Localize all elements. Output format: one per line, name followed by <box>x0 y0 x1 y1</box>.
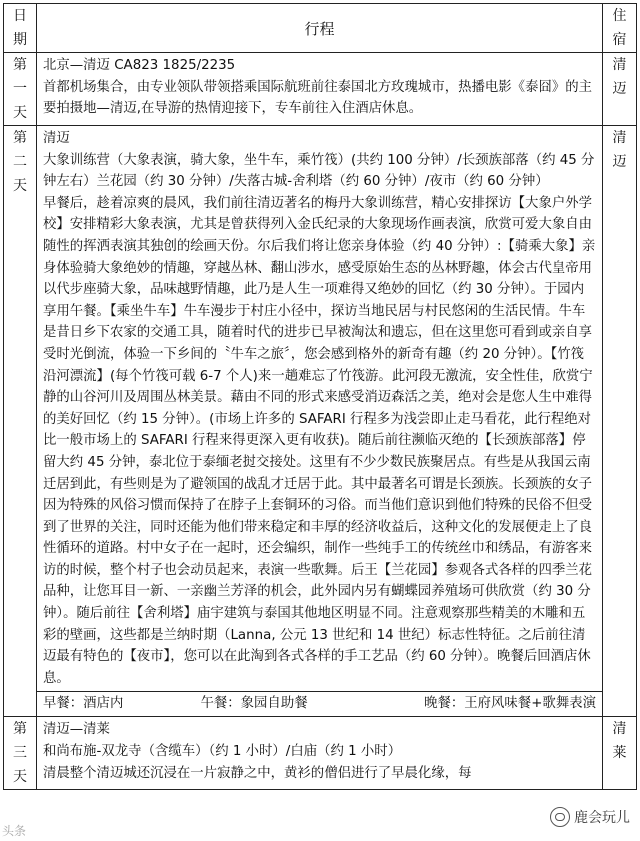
day-label-char: 第 <box>13 57 27 73</box>
header-day-char: 期 <box>13 32 27 48</box>
lunch-text: 午餐：象园自助餐 <box>200 696 308 712</box>
day2-label-cell <box>4 126 37 717</box>
watermark <box>548 807 632 827</box>
day-label-char: 天 <box>13 105 27 121</box>
day3-title: 清迈—清莱 <box>43 722 110 738</box>
itinerary-table <box>3 3 637 790</box>
day-label-char: 三 <box>13 745 27 762</box>
day1-lodging-cell <box>603 53 637 126</box>
day2-lodging-cell <box>603 126 637 717</box>
day-label-char: 一 <box>13 81 27 97</box>
header-day-cell <box>4 4 37 53</box>
day3-label-cell <box>4 717 37 790</box>
watermark-text: 鹿会玩儿 <box>574 810 630 826</box>
day1-title: 北京—清迈 CA823 1825/2235 <box>43 58 236 73</box>
lodging-char: 清 <box>612 57 627 73</box>
header-lodging-char: 住 <box>612 8 627 24</box>
day2-row <box>4 126 637 692</box>
day-label-char: 二 <box>13 154 27 170</box>
day-label-char: 第 <box>13 130 27 146</box>
day3-body: 清晨整个清迈城还沉浸在一片寂静之中，黄衫的僧侣进行了早晨化缘，每 <box>43 765 472 781</box>
dinner-text: 晚餐：王府风味餐+歌舞表演 <box>424 696 596 712</box>
header-itinerary-cell: 行程 <box>37 4 603 53</box>
header-lodging-cell <box>603 4 637 53</box>
header-lodging-char: 宿 <box>612 32 627 48</box>
header-row <box>4 4 637 53</box>
day3-route: 和尚布施-双龙寺（含缆车）（约 1 小时）/白庙（约 1 小时） <box>43 744 402 760</box>
day-label-char: 第 <box>13 721 27 738</box>
day2-route: 大象训练营（大象表演，骑大象，坐牛车，乘竹筏）(共约 100 分钟）/长颈族部落（约 45 分钟左右）兰花园（约 30 分钟）/失落古城-舍利塔（约 60 分钟）/夜市（约 60 分钟） <box>43 152 595 190</box>
header-day-char: 日 <box>13 8 27 24</box>
lodging-char: 迈 <box>612 154 627 170</box>
day2-content-cell <box>37 126 603 692</box>
day3-row <box>4 717 637 790</box>
day2-meals-row <box>4 692 637 717</box>
lodging-char: 清 <box>612 721 627 738</box>
day-label-char: 天 <box>13 769 27 786</box>
day-label-char: 天 <box>13 178 27 194</box>
day3-lodging-cell <box>603 717 637 790</box>
day3-content-cell <box>37 717 603 790</box>
day2-body: 早餐后，趁着凉爽的晨风，我们前往清迈著名的梅丹大象训练营，精心安排探访【大象户外学校】安排精彩大象表演，尤其是曾获得列入金氏纪录的大象现场作画表演，欣赏可爱大象自由随性的挥洒表演其独创的绘画天份。尔后我们将让您亲身体验（约 40 分钟）:【骑乘大象】亲身体验骑大象绝妙的情趣，穿越丛林、翻山涉水，感受原始生态的丛林野趣，体会古代皇帝用以代步座骑大象，品味越野情趣，此乃是人生一项难得又绝妙的回忆（约 30 分钟）。于园内享用午餐。【乘坐牛车】牛车漫步于村庄小径中，探访当地民居与村民悠闲的生活民情。牛车是昔日乡下农家的交通工具，随着时代的进步已早被淘汰和遗忘，但在这里您可看到或亲自享受时光倒流，体验一下乡间的〝牛车之旅〞，您会感到格外的新奇有趣（约 20 分钟）。【竹筏沿河漂流】(每个竹筏可载 6-7 个人)来一趟难忘了竹筏游。此河段无激流，安全性佳，欣赏宁静的山谷河川及周围丛林美景。藉由不同的形式来感受消迈森活之美，绝对会是您人生中难得的美好回忆（约 15 分钟）。(市场上许多的 SAFARI 行程多为浅尝即止走马看花，此行程绝对比一般市场上的 SAFARI 行程来得更深入更有收获)。随后前往濒临灭绝的【长颈族部落】停留大约 45 分钟，泰北位于泰缅老挝交接处。这里有不少少数民族聚居点。有些是从我国云南迁居到此，有些则是为了避领国的战乱才迁居于此。其中最著名可谓是长颈族。长颈族的女子因为特殊的风俗习惯而保持了在脖子上套铜环的习俗。而当他们意识到他们特殊的民俗不但受到了世界的关注，同时还能为他们带来稳定和丰厚的经济收益后，这种文化的发展便走上了良性循环的道路。村中女子在一起时，还会编织，制作一些纯手工的传统丝巾和绣品，有游客来访的时候，整个村子也会动员起来，表演一些歌舞。后王【兰花园】参观各式各样的四季兰花品种，让您耳目一新、一亲幽兰芳泽的机会，此外园内另有蝴蝶园养殖场可供欣赏（约 30 分钟）。随后前往【舍利塔】庙宇建筑与泰国其他地区明显不同。注意观察那些精美的木雕和五彩的壁画，这些都是兰纳时期（Lanna, 公元 13 世纪和 14 世纪）标志性特征。之后前往清迈最有特色的【夜市】，您可以在此淘到各式各样的手工艺品（约 60 分钟）。晚餐后回酒店休息。 <box>43 195 596 686</box>
breakfast-text: 早餐：酒店内 <box>43 696 124 712</box>
day2-meals-cell <box>37 692 603 717</box>
corner-watermark: 头条 <box>2 824 27 838</box>
wechat-icon <box>550 807 570 827</box>
lodging-char: 清 <box>612 130 627 146</box>
lodging-char: 迈 <box>612 81 627 97</box>
day1-content-cell <box>37 53 603 126</box>
lodging-char: 莱 <box>612 745 627 762</box>
day1-body: 首都机场集合，由专业领队带领搭乘国际航班前往泰国北方玫瑰城市，热播电影《泰囧》的主要拍摄地—清迈,在导游的热情迎接下，专车前往入住酒店休息。 <box>43 79 593 117</box>
day2-title: 清迈 <box>43 131 70 146</box>
day1-label-cell <box>4 53 37 126</box>
day1-row <box>4 53 637 126</box>
